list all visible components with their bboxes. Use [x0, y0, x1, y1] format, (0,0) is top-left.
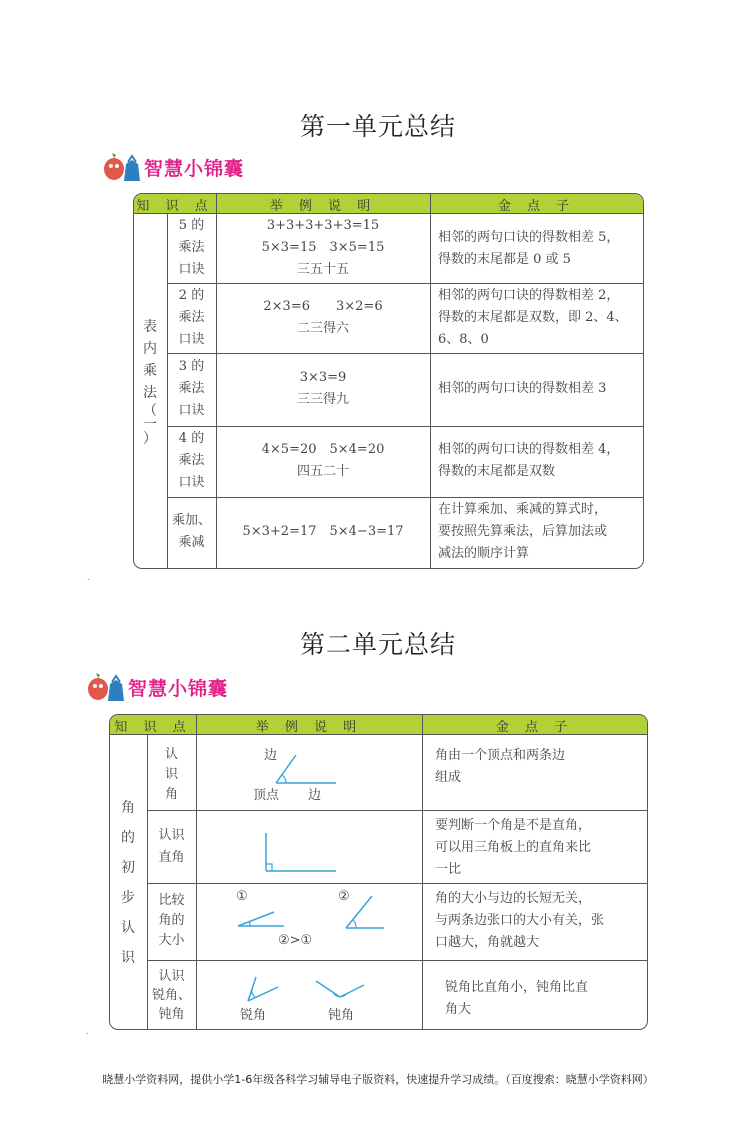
- header-tips: 金 点 子: [497, 199, 576, 214]
- category-label: 表 内 乘 法 （ 一 ）: [143, 319, 157, 447]
- row3-topic: 3 的 乘法 口诀: [178, 359, 205, 418]
- mascot-icon: [86, 672, 124, 702]
- unit2-table: [109, 714, 648, 1030]
- row1-tip: 角由一个顶点和两条边 组成: [435, 748, 566, 785]
- right-angle-diagram: [196, 811, 422, 883]
- edge-label: 边: [308, 788, 322, 803]
- row1-tip: 相邻的两句口诀的得数相差 5， 得数的末尾都是 0 或 5: [438, 230, 620, 267]
- row1-topic: 认 识 角: [164, 747, 178, 802]
- row4-tip: 相邻的两句口诀的得数相差 4， 得数的末尾都是双数: [438, 442, 620, 479]
- vertex-label: 顶点: [253, 788, 280, 803]
- table-header: [110, 715, 647, 735]
- row3-example: 3×3=9 三三得九: [296, 370, 349, 407]
- footer-text: 晓慧小学资料网，提供小学1-6年级各科学习辅导电子版资料，快速提升学习成绩。（百度搜索：晓慧小学资料网）: [102, 1073, 654, 1086]
- table-header: [134, 194, 643, 214]
- header-knowledge: 知 识 点: [114, 720, 192, 735]
- unit1-title: 第一单元总结: [299, 112, 456, 141]
- unit1-table: [133, 193, 644, 569]
- brand-label: 智慧小锦囊: [144, 157, 245, 180]
- row2-tip: 相邻的两句口诀的得数相差 2， 得数的末尾都是双数，即 2、4、 6、8、0: [438, 288, 628, 347]
- mascot-icon: [102, 152, 140, 182]
- row3-tip: 相邻的两句口诀的得数相差 3: [438, 381, 607, 396]
- row2-topic: 2 的 乘法 口诀: [178, 288, 205, 347]
- compare-label: ②>①: [278, 933, 313, 948]
- compare-angle-diagram: [196, 884, 422, 960]
- row4-example: 4×5=20 5×4=20 四五二十: [261, 442, 385, 479]
- edge-label: 边: [264, 748, 278, 763]
- header-examples: 举 例 说 明: [269, 199, 377, 214]
- angle-diagram: [196, 735, 422, 810]
- unit2-brand: [86, 672, 228, 702]
- row1-example: 3+3+3+3+3=15 5×3=15 3×5=15 三五十五: [261, 218, 385, 277]
- acute-obtuse-diagram: [196, 961, 422, 1029]
- acute-label: 锐角: [240, 1008, 267, 1023]
- row3-topic: 比较 角的 大小: [158, 893, 185, 948]
- row5-tip: 在计算乘加、乘减的算式时， 要按照先算乘法，后算加法或 减法的顺序计算: [438, 502, 608, 561]
- angle-two-label: ②: [338, 889, 350, 904]
- row2-topic: 认识 直角: [158, 828, 185, 865]
- row4-topic: 认识 锐角、 钝角: [151, 969, 191, 1022]
- row3-tip: 角的大小与边的长短无关， 与两条边张口的大小有关，张 口越大，角就越大: [435, 891, 605, 950]
- unit2-title: 第二单元总结: [299, 630, 456, 659]
- row5-example: 5×3+2=17 5×4−3=17: [242, 524, 404, 539]
- row2-tip: 要判断一个角是不是直角， 可以用三角板上的直角来比 一比: [435, 818, 592, 877]
- unit1-brand: [102, 152, 244, 182]
- header-examples: 举 例 说 明: [255, 720, 363, 735]
- brand-label: 智慧小锦囊: [128, 677, 229, 700]
- row4-tip: 锐角比直角小，钝角比直 角大: [445, 980, 589, 1017]
- header-knowledge: 知 识 点: [136, 199, 214, 214]
- category-label: 角 的 初 步 认 识: [121, 800, 135, 966]
- row5-topic: 乘加、 乘减: [171, 513, 211, 550]
- angle-one-label: ①: [236, 889, 248, 904]
- row1-topic: 5 的 乘法 口诀: [178, 218, 205, 277]
- header-tips: 金 点 子: [495, 720, 574, 735]
- obtuse-label: 钝角: [328, 1008, 355, 1023]
- row4-topic: 4 的 乘法 口诀: [178, 431, 205, 490]
- row2-example: 2×3=6 3×2=6 二三得六: [263, 299, 383, 336]
